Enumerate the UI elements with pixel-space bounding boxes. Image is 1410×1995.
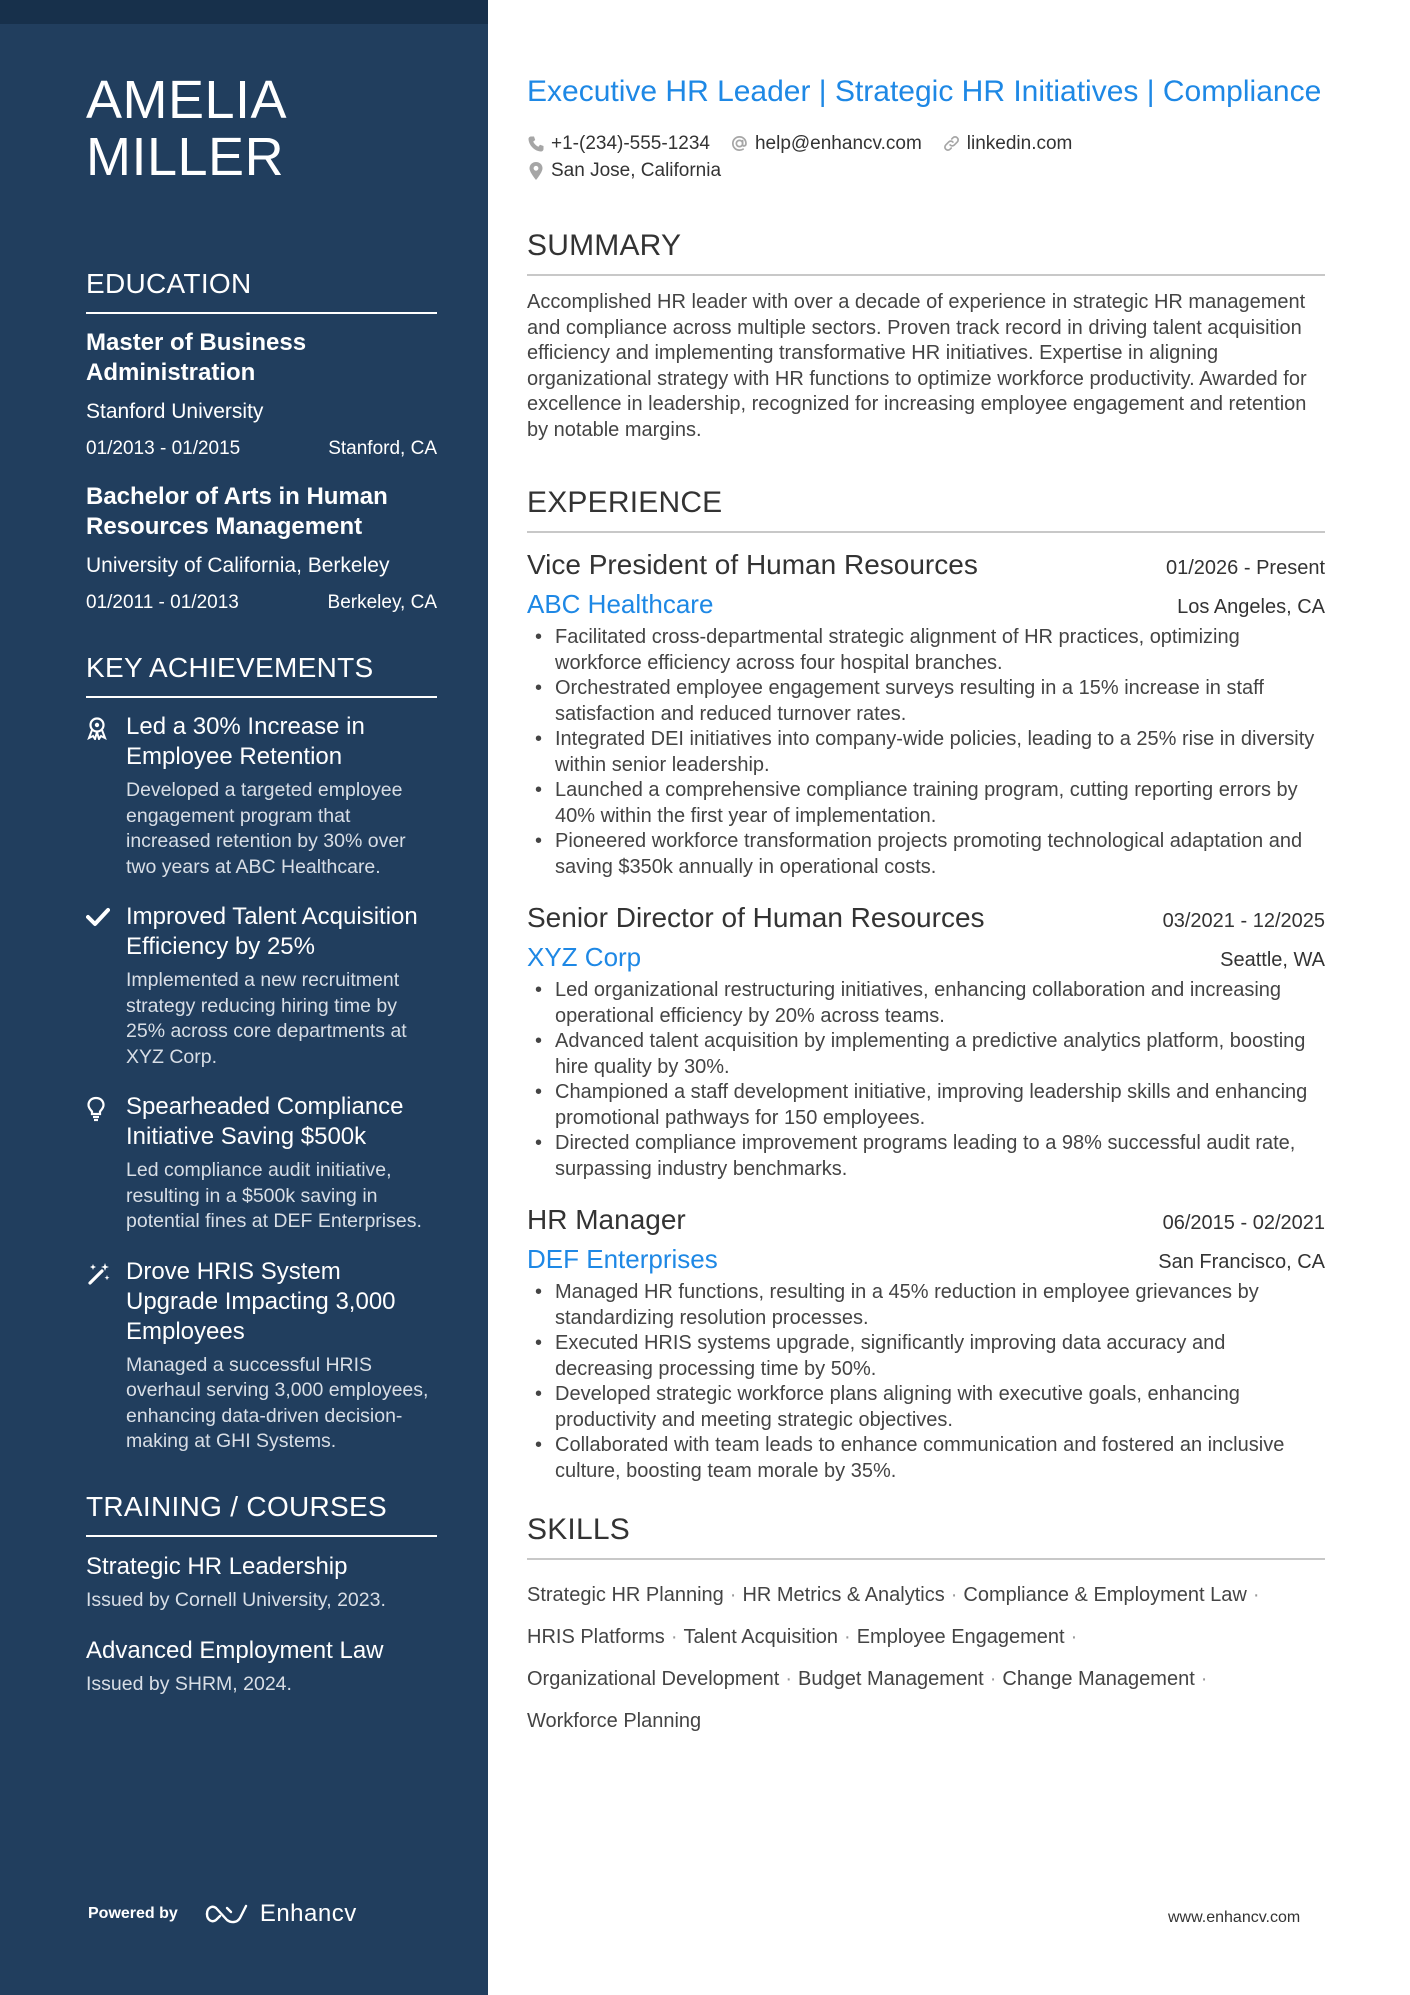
achievement-description: Implemented a new recruitment strategy reducing hiring time by 25% across core departments at XYZ Corp. bbox=[126, 969, 407, 1068]
last-name: MILLER bbox=[86, 127, 285, 187]
skill-separator: · bbox=[950, 1584, 958, 1606]
job-bullet: • Developed strategic workforce plans aligning with executive goals, enhancing productivity and meeting strategic objectives. bbox=[527, 1382, 1325, 1433]
achievement-item bbox=[86, 1092, 437, 1235]
achievement-item bbox=[86, 1257, 437, 1455]
link-icon bbox=[942, 134, 961, 153]
training-heading: TRAINING / COURSES bbox=[86, 1489, 437, 1537]
location-contact bbox=[527, 157, 721, 184]
skill-item: HRIS Platforms bbox=[527, 1626, 665, 1648]
skill-item: Change Management bbox=[1002, 1668, 1195, 1690]
skill-item: HR Metrics & Analytics bbox=[742, 1584, 945, 1606]
job-dates: 03/2021 - 12/2025 bbox=[1162, 910, 1325, 932]
education-item bbox=[86, 482, 437, 616]
training-section bbox=[86, 1489, 437, 1697]
job-entry bbox=[527, 900, 1325, 1182]
experience-heading: EXPERIENCE bbox=[527, 485, 1325, 533]
contact-row bbox=[527, 157, 1325, 184]
job-header bbox=[527, 547, 1325, 583]
education-item bbox=[86, 328, 437, 462]
achievements-list bbox=[86, 712, 437, 1455]
job-company: XYZ Corp bbox=[527, 942, 642, 972]
powered-by-label: Powered by bbox=[88, 1905, 178, 1922]
phone-contact[interactable] bbox=[527, 130, 710, 157]
education-school: Stanford University bbox=[86, 400, 264, 423]
job-bullet: • Led organizational restructuring initiatives, enhancing collaboration and increasing operational efficiency by 20% across teams. bbox=[527, 978, 1325, 1029]
education-dates: 01/2011 - 01/2013 bbox=[86, 592, 239, 613]
job-company: ABC Healthcare bbox=[527, 589, 714, 619]
course-item bbox=[86, 1635, 437, 1697]
course-title: Strategic HR Leadership bbox=[86, 1552, 348, 1580]
candidate-name bbox=[86, 72, 437, 186]
experience-section bbox=[527, 485, 1325, 1484]
achievement-description: Developed a targeted employee engagement program that increased retention by 30% over two years at ABC Healthcare. bbox=[126, 779, 406, 878]
achievement-description: Managed a successful HRIS overhaul serving 3,000 employees, enhancing data-driven decision-making at GHI Systems. bbox=[126, 1353, 429, 1452]
education-meta bbox=[86, 436, 437, 462]
skill-separator: · bbox=[670, 1626, 678, 1648]
job-title: Vice President of Human Resources bbox=[527, 549, 978, 580]
achievement-item bbox=[86, 902, 437, 1070]
job-bullet: • Integrated DEI initiatives into company-wide policies, leading to a 25% rise in diversity within senior leadership. bbox=[527, 727, 1325, 778]
job-title: HR Manager bbox=[527, 1204, 686, 1235]
job-bullets bbox=[527, 625, 1325, 880]
location-pin-icon bbox=[527, 161, 545, 181]
first-name: AMELIA bbox=[86, 70, 288, 130]
achievement-description: Led compliance audit initiative, resulting in a $500k saving in potential fines at DEF Enterprises. bbox=[126, 1159, 422, 1232]
education-location: Stanford, CA bbox=[328, 438, 437, 459]
achievement-body bbox=[126, 1257, 437, 1455]
magic-wand-icon bbox=[86, 1257, 126, 1455]
job-subheader bbox=[527, 1242, 1325, 1276]
achievement-title: Improved Talent Acquisition Efficiency by 25% bbox=[126, 903, 418, 960]
education-location: Berkeley, CA bbox=[327, 592, 437, 613]
enhancv-logo-icon bbox=[204, 1902, 250, 1926]
award-ribbon-icon bbox=[86, 712, 126, 880]
email-contact[interactable] bbox=[730, 130, 922, 157]
skills-section bbox=[527, 1512, 1325, 1742]
achievement-title: Led a 30% Increase in Employee Retention bbox=[126, 713, 365, 770]
education-section bbox=[86, 266, 437, 616]
skill-item: Compliance & Employment Law bbox=[963, 1584, 1247, 1606]
job-bullets bbox=[527, 978, 1325, 1182]
at-sign-icon bbox=[730, 134, 749, 153]
phone-icon bbox=[527, 135, 545, 153]
education-school: University of California, Berkeley bbox=[86, 554, 390, 577]
job-subheader bbox=[527, 940, 1325, 974]
location-text: San Jose, California bbox=[551, 160, 722, 181]
skill-item: Employee Engagement bbox=[856, 1626, 1065, 1648]
job-header bbox=[527, 900, 1325, 936]
job-bullet: • Facilitated cross-departmental strategic alignment of HR practices, optimizing workforce efficiency across four hospital branches. bbox=[527, 625, 1325, 676]
skill-separator: · bbox=[1200, 1668, 1208, 1690]
skill-separator: · bbox=[729, 1584, 737, 1606]
phone-text: +1-(234)-555-1234 bbox=[551, 133, 710, 154]
job-bullet: • Pioneered workforce transformation projects promoting technological adaptation and saving $350k annually in operational costs. bbox=[527, 829, 1325, 880]
linkedin-contact[interactable] bbox=[942, 130, 1073, 157]
course-item bbox=[86, 1551, 437, 1613]
skill-item: Organizational Development bbox=[527, 1668, 780, 1690]
achievement-body bbox=[126, 712, 437, 880]
job-entry bbox=[527, 547, 1325, 880]
course-issuer: Issued by SHRM, 2024. bbox=[86, 1672, 292, 1695]
skill-separator: · bbox=[1070, 1626, 1078, 1648]
job-dates: 01/2026 - Present bbox=[1166, 557, 1325, 579]
email-text: help@enhancv.com bbox=[754, 133, 922, 154]
job-bullet: • Advanced talent acquisition by implementing a predictive analytics platform, boosting hire quality by 30%. bbox=[527, 1029, 1325, 1080]
summary-text: Accomplished HR leader with over a decade of experience in strategic HR management and compliance across multiple sectors. Proven track record in driving talent acquisition efficiency and implementing transformative HR initiatives. Expertise in aligning organizational strategy with HR functions to optimize workforce productivity. Awarded for excellence in leadership, recognized for increasing employee engagement and retention by notable margins. bbox=[527, 291, 1307, 441]
job-bullet: • Executed HRIS systems upgrade, significantly improving data accuracy and decreasing processing time by 50%. bbox=[527, 1331, 1325, 1382]
job-dates: 06/2015 - 02/2021 bbox=[1162, 1212, 1325, 1234]
skill-separator: · bbox=[1252, 1584, 1260, 1606]
education-meta bbox=[86, 590, 437, 616]
linkedin-text: linkedin.com bbox=[966, 133, 1073, 154]
job-bullet: • Collaborated with team leads to enhance communication and fostered an inclusive culture, boosting team morale by 35%. bbox=[527, 1433, 1325, 1484]
job-location: Los Angeles, CA bbox=[1177, 596, 1325, 618]
skill-item: Workforce Planning bbox=[527, 1710, 702, 1732]
achievement-body bbox=[126, 1092, 437, 1235]
sidebar-content bbox=[86, 72, 437, 1719]
course-issuer: Issued by Cornell University, 2023. bbox=[86, 1588, 386, 1611]
education-degree: Master of Business Administration bbox=[86, 329, 307, 386]
contact-row bbox=[527, 130, 1325, 157]
education-dates: 01/2013 - 01/2015 bbox=[86, 438, 241, 459]
summary-heading: SUMMARY bbox=[527, 228, 1325, 276]
achievement-item bbox=[86, 712, 437, 880]
sidebar-top-band bbox=[0, 0, 488, 24]
course-title: Advanced Employment Law bbox=[86, 1636, 384, 1664]
main-content bbox=[527, 74, 1325, 1742]
education-heading: EDUCATION bbox=[86, 266, 437, 314]
job-header bbox=[527, 1202, 1325, 1238]
skill-separator: · bbox=[785, 1668, 793, 1690]
job-bullet: • Directed compliance improvement programs leading to a 98% successful audit rate, surpassing industry benchmarks. bbox=[527, 1131, 1325, 1182]
job-location: Seattle, WA bbox=[1220, 949, 1325, 971]
skill-item: Budget Management bbox=[798, 1668, 984, 1690]
job-bullet: • Launched a comprehensive compliance training program, cutting reporting errors by 40% within the first year of implementation. bbox=[527, 778, 1325, 829]
skills-list bbox=[527, 1574, 1325, 1742]
skill-separator: · bbox=[989, 1668, 997, 1690]
job-bullet: • Orchestrated employee engagement surveys resulting in a 15% increase in staff satisfaction and reduced turnover rates. bbox=[527, 676, 1325, 727]
checkmark-icon bbox=[86, 902, 126, 1070]
skill-item: Strategic HR Planning bbox=[527, 1584, 724, 1606]
lightbulb-icon bbox=[86, 1092, 126, 1235]
powered-by bbox=[88, 1900, 357, 1928]
job-bullets bbox=[527, 1280, 1325, 1484]
summary-section bbox=[527, 228, 1325, 443]
education-degree: Bachelor of Arts in Human Resources Management bbox=[86, 483, 388, 540]
skills-heading: SKILLS bbox=[527, 1512, 1325, 1560]
job-subheader bbox=[527, 587, 1325, 621]
achievement-title: Drove HRIS System Upgrade Impacting 3,000 Employees bbox=[126, 1257, 396, 1345]
job-bullet: • Championed a staff development initiative, improving leadership skills and enhancing promotional pathways for 150 employees. bbox=[527, 1080, 1325, 1131]
job-company: DEF Enterprises bbox=[527, 1244, 718, 1274]
achievements-section bbox=[86, 650, 437, 1455]
skill-item: Talent Acquisition bbox=[683, 1626, 839, 1648]
job-title: Senior Director of Human Resources bbox=[527, 902, 985, 933]
job-location: San Francisco, CA bbox=[1158, 1251, 1325, 1273]
enhancv-brand-text: Enhancv bbox=[259, 1900, 357, 1927]
skill-separator: · bbox=[844, 1626, 851, 1648]
sidebar bbox=[0, 0, 488, 1995]
headline: Executive HR Leader | Strategic HR Initiatives | Compliance bbox=[527, 75, 1322, 108]
job-bullet: • Managed HR functions, resulting in a 45% reduction in employee grievances by standardizing resolution processes. bbox=[527, 1280, 1325, 1331]
footer-url-link[interactable]: www.enhancv.com bbox=[1168, 1909, 1301, 1926]
enhancv-logo[interactable] bbox=[204, 1900, 357, 1928]
job-entry bbox=[527, 1202, 1325, 1484]
achievement-title: Spearheaded Compliance Initiative Saving $500k bbox=[126, 1093, 404, 1150]
achievements-heading: KEY ACHIEVEMENTS bbox=[86, 650, 437, 698]
achievement-body bbox=[126, 902, 437, 1070]
contact-info bbox=[527, 130, 1325, 184]
